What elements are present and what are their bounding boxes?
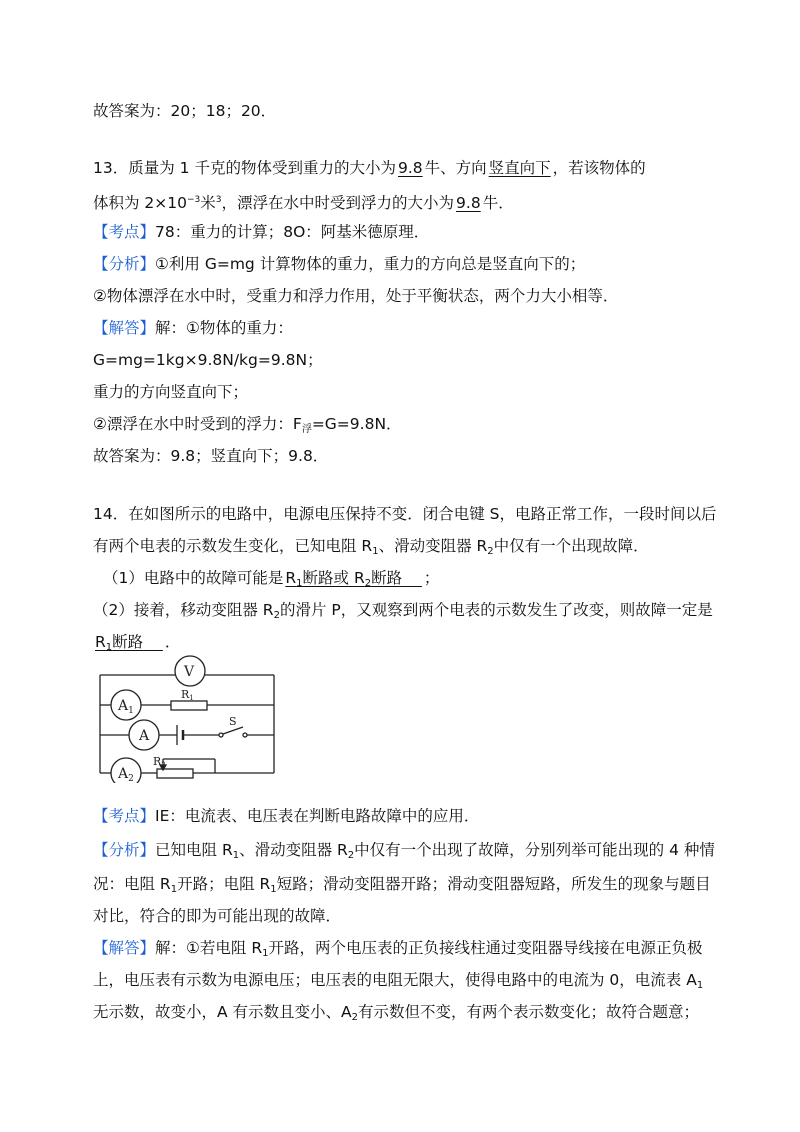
meter-letter: A: [118, 698, 129, 714]
q14-text: 、滑动变阻器 R: [378, 537, 488, 555]
voltmeter-label: V: [184, 664, 195, 680]
subscript: 1: [696, 980, 704, 991]
rheostat-r2: [157, 769, 193, 778]
question-13-line-2: [93, 190, 514, 213]
q13-jieda: [93, 318, 293, 338]
fenxi-text: 、滑动变阻器 R: [239, 841, 348, 859]
q14-jieda-1: [93, 938, 703, 964]
q13-text: 体积为 2×10: [93, 194, 187, 212]
blank-text: R: [95, 633, 106, 651]
ammeter-a-label: A: [139, 728, 150, 744]
circuit-diagram: [97, 655, 277, 783]
subscript: 2: [273, 610, 280, 621]
q14-fenxi-3: 对比，符合的即为可能出现的故障．: [93, 907, 342, 925]
fenxi-text: 已知电阻 R: [155, 841, 233, 859]
subscript: 2: [487, 546, 494, 557]
jieda-tag: 【解答】: [93, 319, 156, 337]
q14-fenxi-2: [93, 874, 711, 900]
q14-jieda-3: [93, 1002, 699, 1028]
q13-blank-3: 9.8: [456, 194, 481, 212]
q13-jieda-3: 重力的方向竖直向下；: [93, 383, 249, 401]
jieda-text: ②漂浮在水中时受到的浮力：F: [93, 415, 302, 433]
fenxi-text: ①利用 G=mg 计算物体的重力，重力的方向总是竖直向下的；: [155, 255, 586, 273]
meter-subscript: 2: [128, 774, 134, 783]
q13-text: 米: [200, 194, 216, 212]
meter-letter: A: [118, 766, 129, 782]
kaodian-text: IE：电流表、电压表在判断电路故障中的应用．: [155, 807, 480, 825]
kaodian-text: 78：重力的计算；8O：阿基米德原理．: [155, 223, 430, 241]
jieda-text: 解：①物体的重力：: [155, 319, 293, 337]
resistor-r1: [171, 701, 207, 710]
q14-text: （1）电路中的故障可能是: [103, 569, 284, 587]
q14-text: 的滑片 P，又观察到两个电表的示数发生了改变，则故障一定是: [279, 601, 713, 619]
q14-blank-2: [93, 633, 165, 651]
subscript: 1: [232, 850, 240, 861]
question-13-line-1: [93, 158, 646, 178]
q13-text: 13．质量为 1 千克的物体受到重力的大小为: [93, 159, 396, 177]
r-letter: R: [181, 688, 190, 701]
q13-text: ，若该物体的: [552, 159, 646, 177]
q13-answer: 故答案为：9.8；竖直向下；9.8．: [93, 447, 329, 465]
subscript: 1: [170, 884, 178, 895]
subscript: 2: [351, 1012, 359, 1023]
q14-blank-1: [283, 569, 423, 587]
subscript: 2: [347, 850, 355, 861]
kaodian-tag: 【考点】: [93, 807, 156, 825]
q13-kaodian: [93, 222, 429, 242]
r-subscript: 2: [161, 761, 166, 769]
q13-jieda-2: G=mg=1kg×9.8N/kg=9.8N；: [93, 351, 323, 369]
q14-text: 中仅有一个出现故障．: [493, 537, 649, 555]
q14-jieda-2: [93, 970, 703, 996]
r1-label: [181, 688, 194, 702]
q14-text: 有两个电表的示数发生变化，已知电阻 R: [93, 537, 373, 555]
kaodian-tag: 【考点】: [93, 223, 156, 241]
switch-contact: [243, 733, 247, 737]
jieda-text: 有示数但不变，有两个表示数变化；故符合题意；: [358, 1003, 700, 1021]
meter-subscript: 1: [128, 706, 134, 716]
fenxi-tag: 【分析】: [93, 255, 156, 273]
question-14-line-1: 14．在如图所示的电路中，电源电压保持不变．闭合电键 S，电路正常工作，一段时间以后: [93, 505, 717, 523]
answer-line-12: 故答案为：20；18；20．: [93, 102, 277, 120]
subscript: 浮: [301, 424, 312, 435]
subscript: 1: [296, 578, 303, 589]
q13-fenxi: [93, 254, 585, 274]
subscript: 1: [270, 884, 277, 895]
jieda-text: 解：①若电阻 R: [155, 939, 263, 957]
q13-text: 牛、方向: [424, 159, 487, 177]
q14-fenxi-1: [93, 840, 715, 866]
r2-label: [153, 755, 166, 769]
subscript: 2: [364, 578, 372, 589]
question-14-line-2: [93, 536, 649, 562]
switch-blade: [223, 727, 243, 734]
q14-sub-2: [93, 600, 713, 626]
switch-label: S: [229, 715, 237, 728]
q14-text: ；: [423, 569, 440, 587]
fenxi-text: 开路；电阻 R: [177, 875, 271, 893]
r-letter: R: [153, 755, 162, 768]
q14-kaodian: [93, 806, 479, 826]
blank-text: R: [285, 569, 297, 587]
r-subscript: 1: [189, 694, 194, 702]
fenxi-tag: 【分析】: [93, 841, 156, 859]
q13-blank-1: 9.8: [397, 159, 423, 177]
q13-exponent: −3: [187, 195, 201, 205]
jieda-text: =G=9.8N．: [311, 415, 402, 433]
subscript: 1: [262, 948, 269, 959]
q13-fenxi-2: ②物体漂浮在水中时，受重力和浮力作用，处于平衡状态，两个力大小相等．: [93, 287, 619, 305]
blank-text: 断路: [371, 569, 403, 587]
q14-text: ．: [164, 633, 181, 651]
fenxi-text: 中仅有一个出现了故障，分别列举可能出现的 4 种情: [354, 841, 715, 859]
q14-text: （2）接着，移动变阻器 R: [93, 601, 274, 619]
fenxi-text: 短路；滑动变阻器开路；滑动变阻器短路，所发生的现象与题目: [276, 875, 711, 893]
q13-text: ，漂浮在水中时受到浮力的大小为: [221, 194, 455, 212]
jieda-text: 上，电压表有示数为电源电压；电压表的电阻无限大，使得电路中的电流为 0，电流表 A: [93, 971, 697, 989]
q13-jieda-4: [93, 414, 402, 440]
jieda-text: 开路，两个电压表的正负接线柱通过变阻器导线接在电源正负极: [268, 939, 703, 957]
q14-sub-1: [103, 568, 439, 594]
blank-text: 断路或 R: [302, 569, 365, 587]
blank-text: 断路: [112, 633, 144, 651]
jieda-text: 无示数，故变小，A 有示数且变小、A: [93, 1003, 352, 1021]
subscript: 1: [372, 546, 379, 557]
q13-blank-2: 竖直向下: [488, 159, 551, 177]
fenxi-text: 况：电阻 R: [93, 875, 171, 893]
q13-exponent: 3: [215, 195, 222, 205]
q13-text: 牛．: [482, 194, 514, 212]
switch-pivot: [219, 733, 223, 737]
jieda-tag: 【解答】: [93, 939, 156, 957]
subscript: 1: [105, 642, 113, 653]
